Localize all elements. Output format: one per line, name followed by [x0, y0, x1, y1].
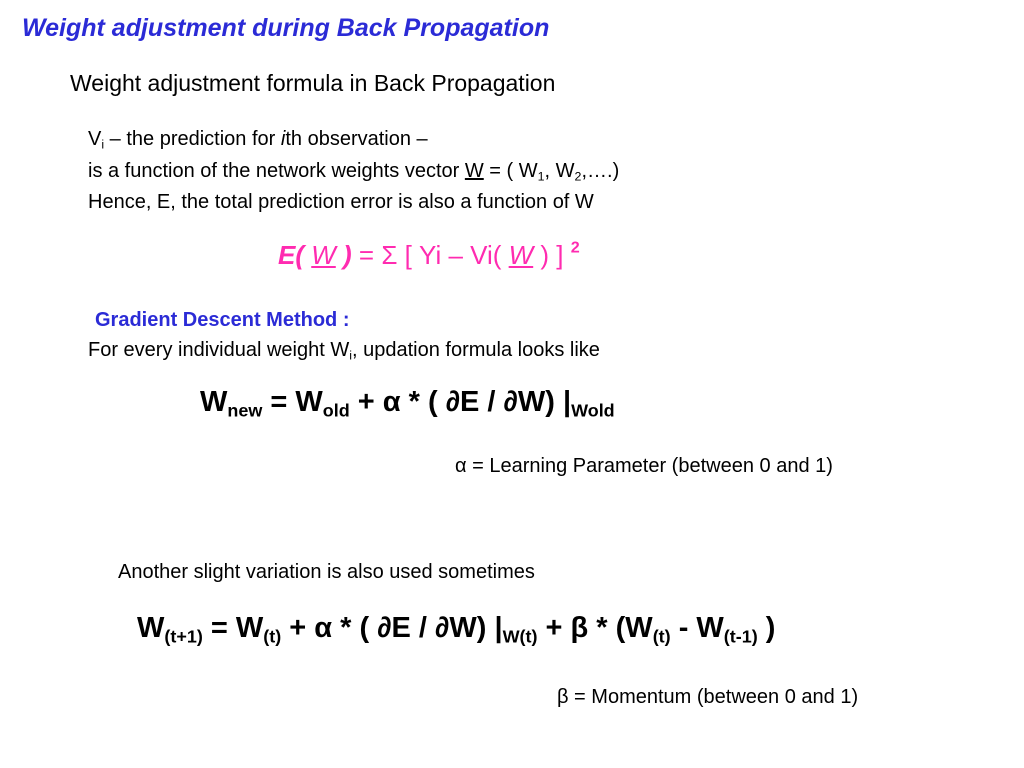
update-new-subscript: new: [227, 400, 263, 421]
mom-text-3: + β * (W: [537, 612, 653, 644]
gd-desc-subscript: i: [349, 348, 352, 363]
error-bracket-close: ) ]: [533, 240, 571, 270]
line1-text-b: th observation –: [285, 128, 428, 150]
gd-desc-text-a: For every individual weight W: [88, 339, 350, 361]
gd-desc-text-b: , updation formula looks like: [351, 339, 600, 361]
mom-sub-t-2: (t): [652, 626, 671, 647]
line2-text-d: ,….): [581, 160, 620, 182]
gradient-descent-description: [88, 339, 600, 362]
line1-text-a: – the prediction for: [104, 128, 281, 150]
line2-text-c: , W: [544, 160, 575, 182]
gradient-descent-heading: Gradient Descent Method :: [95, 309, 350, 331]
weights-vector-line: [88, 160, 619, 183]
i-symbol: i: [280, 128, 286, 150]
slide-subtitle: Weight adjustment formula in Back Propagation: [70, 70, 556, 96]
line2-text-a: is a function of the network weights vector: [88, 160, 465, 182]
variation-intro: Another slight variation is also used sometimes: [118, 561, 535, 583]
v-symbol: V: [88, 128, 102, 150]
weight-update-formula: [200, 386, 615, 419]
update-wold-subscript: Wold: [571, 400, 615, 421]
mom-text-4: - W: [670, 612, 724, 644]
error-formula: [278, 240, 580, 271]
mom-sub-wt: W(t): [502, 626, 538, 647]
w1-subscript: 1: [537, 169, 545, 184]
learning-parameter-note: α = Learning Parameter (between 0 and 1): [455, 455, 833, 477]
line2-text-b: = ( W: [483, 160, 538, 182]
mom-text-1: = W: [202, 612, 264, 644]
total-error-line: Hence, E, the total prediction error is also a function of W: [88, 191, 594, 213]
momentum-note: β = Momentum (between 0 and 1): [557, 686, 859, 708]
update-old-subscript: old: [322, 400, 350, 421]
error-close-paren: ): [343, 240, 352, 270]
error-w-vector-1: W: [311, 240, 336, 270]
w-vector-symbol: W: [464, 160, 484, 182]
update-w: W: [200, 386, 228, 418]
mom-sub-t-plus-1: (t+1): [164, 626, 203, 647]
w2-subscript: 2: [574, 169, 582, 184]
update-eq: = W: [262, 386, 323, 418]
momentum-update-formula: [137, 612, 775, 645]
mom-w1: W: [137, 612, 165, 644]
mom-sub-t-minus-1: (t-1): [723, 626, 758, 647]
prediction-definition-line: [88, 128, 428, 151]
slide-title: Weight adjustment during Back Propagation: [22, 14, 550, 42]
error-exponent: 2: [570, 238, 580, 257]
mom-text-5: ): [757, 612, 776, 644]
update-rest: + α * ( ∂E / ∂W) |: [349, 386, 572, 418]
error-w-vector-2: W: [508, 240, 534, 270]
mom-text-2: + α * ( ∂E / ∂W) |: [281, 612, 503, 644]
error-sum-part: = Σ [ Yi – Vi(: [351, 240, 509, 270]
v-subscript: i: [101, 137, 105, 152]
error-e-open: E(: [278, 240, 304, 270]
mom-sub-t: (t): [263, 626, 282, 647]
